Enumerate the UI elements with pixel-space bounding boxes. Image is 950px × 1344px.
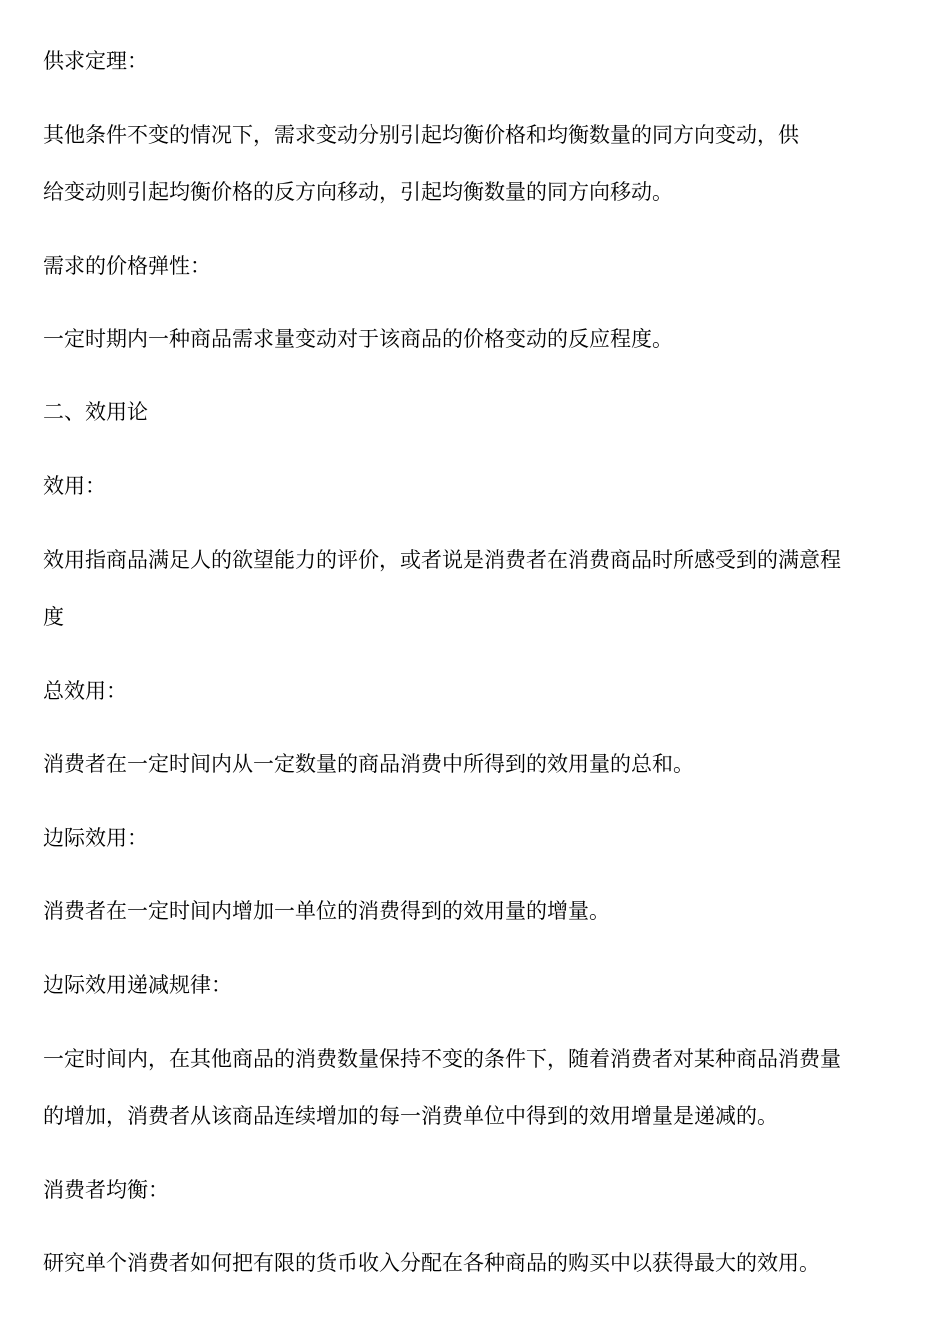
heading-price-elasticity: 需求的价格弹性： bbox=[43, 254, 211, 278]
heading-marginal-utility: 边际效用： bbox=[43, 826, 148, 850]
paragraph-utility-line-1: 效用指商品满足人的欲望能力的评价，或者说是消费者在消费商品时所感受到的满意程 bbox=[43, 548, 841, 572]
paragraph-marginal-utility: 消费者在一定时间内增加一单位的消费得到的效用量的增量。 bbox=[43, 899, 610, 923]
paragraph-diminishing-line-1: 一定时间内，在其他商品的消费数量保持不变的条件下，随着消费者对某种商品消费量 bbox=[43, 1047, 841, 1071]
paragraph-supply-demand-line-2: 给变动则引起均衡价格的反方向移动，引起均衡数量的同方向移动。 bbox=[43, 180, 673, 204]
paragraph-supply-demand-line-1: 其他条件不变的情况下，需求变动分别引起均衡价格和均衡数量的同方向变动，供 bbox=[43, 123, 799, 147]
heading-supply-demand-theorem: 供求定理： bbox=[43, 49, 148, 73]
heading-consumer-equilibrium: 消费者均衡： bbox=[43, 1178, 169, 1202]
paragraph-utility-line-2: 度 bbox=[43, 605, 64, 629]
section-heading-utility-theory: 二、效用论 bbox=[43, 400, 148, 424]
paragraph-diminishing-line-2: 的增加，消费者从该商品连续增加的每一消费单位中得到的效用增量是递减的。 bbox=[43, 1104, 778, 1128]
paragraph-price-elasticity: 一定时期内一种商品需求量变动对于该商品的价格变动的反应程度。 bbox=[43, 327, 673, 351]
paragraph-consumer-equilibrium: 研究单个消费者如何把有限的货币收入分配在各种商品的购买中以获得最大的效用。 bbox=[43, 1251, 820, 1275]
heading-utility: 效用： bbox=[43, 474, 106, 498]
heading-diminishing-marginal-utility: 边际效用递减规律： bbox=[43, 973, 232, 997]
heading-total-utility: 总效用： bbox=[43, 679, 127, 703]
paragraph-total-utility: 消费者在一定时间内从一定数量的商品消费中所得到的效用量的总和。 bbox=[43, 752, 694, 776]
